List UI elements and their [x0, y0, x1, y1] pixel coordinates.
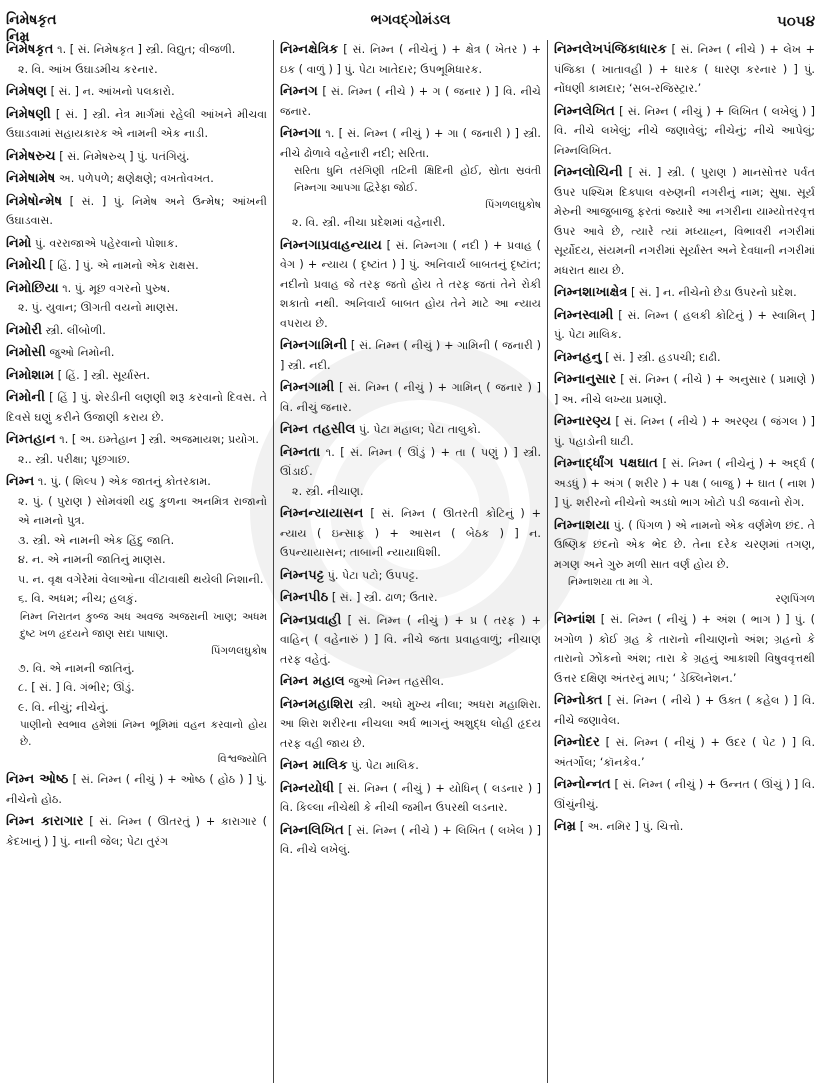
- definition: [ સં. નિમ્ન ( નીચે ) + ગ ( જનાર ) ] વિ. નીચે જનાર.: [280, 85, 541, 118]
- headword: નિમ્ન: [6, 474, 35, 489]
- definition: પું. પેટા માલિક.: [351, 759, 419, 772]
- dictionary-entry: [280, 336, 541, 375]
- headword: નિમ્નલોચિની: [554, 165, 623, 180]
- definition: [ સં. નિમ્ન ( હલકી કોટિનું ) + સ્વામિન્ ] પું. પેટા માલિક.: [554, 308, 815, 341]
- headword: નિમ્નાંશ: [554, 612, 596, 627]
- definition: ૧. [ સં. નિમ્ન ( નીચું ) + ગા ( જનારી ) ] સ્ત્રી. નીચે ઢોળાવે વહેનારી નદી; સરિતા.: [280, 127, 541, 160]
- headword: નિમ્ન માલિક: [280, 758, 348, 773]
- dictionary-entry: [6, 343, 267, 363]
- headword: નિમ્નન્યાયાસન: [280, 506, 364, 521]
- dictionary-entry: [280, 672, 541, 692]
- page-number: ૫૦૫૪: [776, 12, 815, 30]
- definition: પું. ( પિંગળ ) એ નામનો એક વર્ણમેળ છંદ. તે ઉષ્ણિક છંદનો એક ભેદ છે. તેના દરેક ચરણમાં તગણ, મગણ અને ગુરુ મળી સાત વર્ણ હોય છે.: [554, 518, 815, 571]
- definition: પું. પેટા મહાલ; પેટા તાલુકો.: [359, 423, 481, 436]
- dictionary-entry: [6, 770, 267, 809]
- definition: [ સં. નિમ્ન ( નીચું ) + અંશ ( ભાગ ) ] પું. ( ખગોળ ) કોઈ ગ્રહ કે તારાનો નીચાણનો અંશ; ગ્રહનો કે તારાનો ઝોંકનો અંશ; તારા કે ગ્રહનું આકાશી વિષુવવૃત્તથી ઉત્તર દક્ષિણ અંતરનું માપ; ‘ ડેક્લિનેશન.’: [554, 613, 816, 685]
- guide-word-first: નિમેષકૃત: [6, 12, 57, 28]
- definition: [ સં. નિમ્ન ( નીચે ) + લિખિત ( લખેલ ) ] વિ. નીચે લખેલું.: [280, 823, 542, 856]
- definition: [ સં. નિમ્ન ( નીચે ) + ઉક્ત ( કહેલ ) ] વિ. નીચે જણાવેલ.: [554, 694, 815, 727]
- citation-quote: નિમ્ન નિરાતન કુબ્જ અધ અવજ અજરાની ખાણ; અધમ દુષ્ટ ખળ હૃદયને જાણ સદા પાષાણ.: [20, 610, 267, 640]
- dictionary-entry: [6, 472, 267, 767]
- dictionary-entry: [280, 40, 541, 79]
- dictionary-entry: [6, 388, 267, 427]
- headword: નિમ્ન કારાગાર: [6, 814, 84, 829]
- sub-sense: ૮. [ સં. ] વિ. ગંભીર; ઊંડું.: [18, 681, 135, 694]
- definition: અ. પળેપળે; ક્ષણેક્ષણે; વખતોવખત.: [58, 172, 214, 185]
- dictionary-entry: [6, 40, 267, 79]
- dictionary-entry: [554, 516, 815, 608]
- dictionary-entry: [280, 588, 541, 608]
- headword: નિમેષણ: [6, 84, 47, 99]
- definition: [ સં. નિમ્ન ( નીચું ) + ઉદર ( પેટ ) ] વિ. અંતર્ગોલ; ‘કૉનકેવ.’: [554, 736, 816, 769]
- headword: નિમેષકૃત: [6, 42, 54, 57]
- headword: નિમોછિયા: [6, 280, 59, 296]
- headword: નિમ્નલિખિત: [280, 822, 344, 838]
- definition: [ સં. ] પું. નિમેષ અને ઉન્મેષ; આંખની ઉઘાડવાસ.: [6, 194, 268, 227]
- dictionary-entry: [280, 378, 541, 417]
- definition: [ સં. નિમ્ન ( ઊતરતી કોટિનું ) + ન્યાય ( ઇન્સાફ ) + આસન ( બેઠક ) ] ન. ઉપન્યાયાસન; તાબાની ન્યાયાધિશી.: [280, 507, 541, 559]
- dictionary-entry: [554, 306, 815, 345]
- sub-sense: ૬. વિ. અધમ; નીચ; હલકું.: [18, 592, 138, 605]
- dictionary-entry: [280, 124, 541, 233]
- definition: [ સં. નિમ્ન ( નીચેનું ) + અર્દ્ધ ( અડધું ) + અંગ ( શરીર ) + પક્ષ ( બાજુ ) + ઘાત ( નાશ ) ] પું. શરીરનો નીચેનો અડધો ભાગ ખોટો પડી જવાનો રોગ.: [554, 457, 816, 509]
- definition: [ સં. નિમ્ન ( નીચું ) + ગામિન્ ( જનાર ) ] વિ. નીચું જનાર.: [280, 381, 541, 414]
- definition: ૧. [ અ. ઇમ્તેહાન ] સ્ત્રી. અજમાયશ; પ્રયોગ.: [59, 433, 259, 446]
- citation-source: વિશ્વજ્યોતિ: [217, 753, 267, 765]
- sub-sense: ૨. સ્ત્રી. નીચાણ.: [292, 484, 364, 498]
- headword: નિમોરી: [6, 322, 43, 338]
- dictionary-entry: [280, 821, 541, 860]
- definition: સ્ત્રી. અધો મુખ્ય નીલા; અધરા મહાશિરા. આ શિરા શરીરના નીચલા અર્ધ ભાગનું અશુદ્ધ લોહી હૃદય તરફ વહી જાય છે.: [280, 697, 542, 750]
- dictionary-entry: [554, 775, 815, 814]
- headword: નિમ્નારણ્ય: [554, 414, 612, 429]
- headword: નિમ્નયોધી: [280, 780, 335, 796]
- headword: નિમ્ન મહાલ: [280, 674, 345, 689]
- headword: નિમોચી: [6, 258, 46, 273]
- definition: [ સં. નિમ્ન ( નીચે ) + અરણ્ય ( જંગલ ) ] પું. પહાડોની ઘાટી.: [554, 415, 815, 448]
- headword: નિમ્નસ્વામી: [554, 307, 614, 323]
- definition: [ સં. નિમ્ન ( ઊતરતું ) + કારાગાર ( કેદખાનું ) ] પું. નાની જેલ; પેટા તુરંગ: [6, 815, 267, 848]
- dictionary-entry: [280, 566, 541, 586]
- dictionary-entry: [554, 454, 815, 513]
- headword: નિમ્નપટ્ટ: [280, 567, 325, 583]
- dictionary-entry: [554, 102, 815, 161]
- headword: નિમ્નલેખિત: [554, 103, 615, 119]
- definition: [ સં. ] સ્ત્રી. ( પુરાણ ) માનસોત્તર પર્વત ઉપર પશ્ચિમ દિક્પાલ વરુણની નગરીનું નામ; સુષા. સૂર્ય મેરુની આજુબાજુ ફરતાં જ્યારે આ નગરીના યામ્યોત્તરવૃત્ત ઉપર આવે છે, ત્યારે ત્યાં મધ્યાહ્ન, વિભાવરી નગરીમાં સૂર્યોદય, સંયમની નગરીમાં સૂર્યાસ્ત અને દેવધાની નગરીમાં મધરાત થાય છે.: [554, 166, 816, 277]
- headword: નિમ્નગા: [280, 126, 322, 141]
- headword: નિમ્ર: [554, 819, 577, 834]
- headword: નિમ્ન ઓષ્ઠ: [6, 772, 69, 787]
- dictionary-entry: [280, 611, 541, 670]
- definition: [ સં. નિમ્ન ( નીચે ) + લેખ + પંજિકા ( ખાતાવહી ) + ધારક ( ધારણ કરનાર ) ] પું. નોંધણી કામદાર; ‘સબ-રજિસ્ટ્રાર.’: [554, 43, 815, 95]
- headword: નિમ્નમહાશિરા: [280, 696, 354, 712]
- headword: નિમ્નોક્ત: [554, 693, 603, 708]
- dictionary-entry: [6, 279, 267, 318]
- dictionary-entry: [6, 234, 267, 254]
- definition: [ સં. નિમ્ન ( નીચે ) + અનુસાર ( પ્રમાણે ) ] અ. નીચે લખ્યા પ્રમાણે.: [554, 373, 815, 406]
- definition: ૧. પું. મૂછ વગરનો પુરુષ.: [62, 281, 171, 295]
- definition: [ સં. નિમ્ન ( નીચું ) + યોધિન્ ( લડનાર ) ] વિ. કિલ્લા નીચેથી કે નીચી જમીન ઉપરથી લડનાર.: [280, 781, 541, 814]
- sub-sense: ૭. વિ. એ નામની જાતિનું.: [18, 661, 135, 675]
- sub-sense: ૨.. સ્ત્રી. પરીક્ષા; પૂછગાછ.: [18, 452, 131, 466]
- dictionary-entry: [280, 504, 541, 563]
- headword: નિમ્નલેખપંજિકાધારક: [554, 42, 667, 57]
- headword: નિમ્તહાન: [6, 432, 56, 447]
- dictionary-entry: [554, 348, 815, 368]
- dictionary-columns: [6, 40, 821, 1083]
- definition: જુઓ નિમ્ન તહસીલ.: [348, 675, 444, 688]
- column-right: [547, 40, 821, 1083]
- dictionary-entry: [280, 420, 541, 440]
- dictionary-entry: [6, 812, 267, 851]
- dictionary-entry: [554, 733, 815, 772]
- headword: નિમ્નગામિની: [280, 338, 348, 353]
- definition: [ સં. ] ન. નીચેનો છેડા ઉપરનો પ્રદેશ.: [631, 286, 797, 299]
- dictionary-entry: [554, 817, 815, 837]
- definition: [ સં. ] સ્ત્રી. નેત્ર માર્ગમાં રહેલી આંખને મીચવા ઉઘાડવામાં સહાયકારક એ નામની એક નાડી.: [6, 107, 267, 140]
- definition: [ હિં ] પું. શેરડીની લણણી શરૂ કરવાનો દિવસ. તે દિવસે ઘણું કરીને ઉજાણી કરાય છે.: [6, 391, 267, 424]
- definition: [ સં. ] ન. આંખનો પલકારો.: [50, 85, 175, 98]
- headword: નિમ્નપ્રવાહી: [280, 612, 342, 628]
- dictionary-entry: [280, 695, 541, 754]
- headword: નિમ્નશાખાક્ષેત્ર: [554, 285, 628, 300]
- dictionary-entry: [280, 779, 541, 818]
- definition: [ સં. નિમ્ન ( નીચું ) + પ્ર ( તરફ ) + વાહિન્ ( વહેનારું ) ] વિ. નીચે જતા પ્રવાહવાળું; નીચાણ તરફ વહેતું.: [280, 613, 541, 666]
- column-left: [6, 40, 273, 1083]
- dictionary-entry: [280, 756, 541, 776]
- headword: નિમ્નાશયા: [554, 517, 610, 533]
- sub-sense: ૯. વિ. નીચું; નીચેનું.: [18, 700, 109, 714]
- headword: નિમેષરુચ: [6, 148, 56, 164]
- citation-source: પિંગળલઘુકોષ: [211, 644, 267, 657]
- dictionary-entry: [554, 163, 815, 280]
- headword: નિમોશામ: [6, 367, 55, 383]
- headword: નિમ્નહનુ: [554, 349, 602, 365]
- dictionary-entry: [554, 412, 815, 451]
- headword: નિમ્નોદર: [554, 735, 600, 750]
- headword: નિમેષણી: [6, 106, 51, 122]
- definition: પું. વરરાજાએ પહેરવાનો પોશાક.: [34, 236, 179, 250]
- headword: નિમ્નગ: [280, 84, 318, 99]
- headword: નિમ્નગાપ્રવાહન્યાય: [280, 237, 382, 253]
- dictionary-entry: [6, 192, 267, 231]
- dictionary-entry: [554, 610, 815, 688]
- sub-sense: ૩. સ્ત્રી. એ નામની એક હિંદુ જાતિ.: [18, 533, 175, 547]
- dictionary-entry: [6, 169, 267, 189]
- dictionary-entry: [6, 147, 267, 167]
- dictionary-entry: [6, 430, 267, 469]
- guide-word-last: નિમ્ર: [6, 29, 30, 45]
- definition: [ સં. નિમ્ન ( નીચું ) + ઓષ્ઠ ( હોઠ ) ] પું. નીચેનો હોઠ.: [6, 773, 267, 806]
- citation-source: રણપિંગળ: [775, 593, 815, 605]
- definition: [ સં. ] સ્ત્રી. હડપચી; દાઢી.: [605, 350, 721, 364]
- dictionary-entry: [6, 321, 267, 341]
- definition: [ સં. નિમ્ન ( નીચેનું ) + ક્ષેત્ર ( ખેતર ) + ઇક ( વાળું ) ] પું. પેટા ખાતેદાર; ઉપભૂમિધારક.: [280, 43, 541, 76]
- headword: નિમેષોન્મેષ: [6, 193, 63, 209]
- definition: ૧. પું. ( શિલ્પ ) એક જાતનું કોતરકામ.: [37, 475, 211, 488]
- definition: [ હિં. ] પું. એ નામનો એક રાક્ષસ.: [49, 259, 199, 272]
- dictionary-entry: [6, 82, 267, 102]
- headword: નિમ્નગામી: [280, 380, 335, 395]
- definition: ૧. [ સં. નિમ્ન ( ઊંડું ) + તા ( પણું ) ] સ્ત્રી. ઊંડાઈ.: [280, 445, 541, 478]
- headword: નિમોની: [6, 390, 46, 405]
- headword: નિમ્નોન્નત: [554, 777, 611, 792]
- dictionary-entry: [554, 370, 815, 409]
- sub-sense: ૨. પું. ( પુરાણ ) સોમવંશી યદુ કુળના અનમિત્ર રાજાનો એ નામનો પુત્ર.: [18, 494, 267, 527]
- definition: પું. પેટા પટો; ઉપપટ્ટ.: [327, 568, 419, 582]
- definition: જુઓ નિમોની.: [49, 346, 115, 359]
- citation-source: પિંગળલઘુકોષ: [485, 199, 541, 211]
- column-middle: [273, 40, 547, 1083]
- dictionary-entry: [6, 366, 267, 386]
- sub-sense: ૨. વિ. આંખ ઉઘાડમીચ કરનાર.: [18, 62, 158, 76]
- definition: [ સં. નિમ્ન ( નીચું ) + લિખિત ( લખેલું ) ] વિ. નીચે લખેલું; નીચે જણાવેલું; નીચેનું; નીચે આપેલું; નિમ્નલિખિત.: [554, 104, 816, 157]
- headword: નિમ્નતા: [280, 444, 321, 460]
- sub-sense: ૫. ન. વૃક્ષ વગેરેમાં વેલાઓના વીંટાવાથી થયેલી નિશાની.: [18, 572, 264, 586]
- definition: [ સં. નિમ્ન ( નીચું ) + ઉન્નત ( ઊંચું ) ] વિ. ઊંચુંનીચું.: [554, 778, 816, 811]
- sub-sense: ૨. વિ. સ્ત્રી. નીચા પ્રદેશમાં વહેનારી.: [292, 216, 446, 229]
- headword: નિમ્નપીઠ: [280, 590, 329, 605]
- headword: નિમ્નાર્દ્ધાંગ પક્ષઘાત: [554, 456, 658, 471]
- dictionary-entry: [554, 40, 815, 99]
- headword: નિમ્નક્ષેત્રિક: [280, 42, 339, 57]
- sub-sense: ૪. ન. એ નામની જાતિનું માણસ.: [18, 553, 166, 566]
- citation-quote: પાણીનો સ્વભાવ હમેશાં નિમ્ન ભૂમિમાં વહન કરવાનો હોય છે.: [20, 719, 267, 748]
- headword: નિમોસી: [6, 345, 46, 360]
- definition: [ સં. નિમ્નગા ( નદી ) + પ્રવાહ ( વેગ ) + ન્યાય ( દૃષ્ટાંત ) ] પું. અનિવાર્ય બાબતનું દૃષ્ટાંત; નદીનો પ્રવાહ જે તરફ જતો હોય તે તરફ જતાં તેને રોકી શકાતો નથી. અનિવાર્ય બાબત હોય તેને માટે આ ન્યાય વપરાય છે.: [280, 238, 542, 330]
- dictionary-entry: [280, 236, 541, 334]
- citation-quote: સરિતા ધુનિ તરંગિણી તટિની ક્ષિદિની હોઈ, સ્રોતા સ્રવંતી નિમ્નગા આપગા દ્વિરેફા જોઈ.: [294, 165, 541, 194]
- book-title: ભગવદ્ગોમંડલ: [370, 12, 451, 28]
- dictionary-entry: [554, 691, 815, 730]
- sub-sense: ૨. પું. યુવાન; ઊગતી વયનો માણસ.: [18, 301, 179, 314]
- dictionary-entry: [6, 256, 267, 276]
- headword: નિમ્ન તહસીલ: [280, 422, 356, 437]
- definition: સ્ત્રી. લીંબોળી.: [45, 323, 106, 337]
- dictionary-entry: [6, 105, 267, 144]
- definition: ૧. [ સં. નિમેષકૃત ] સ્ત્રી. વિદ્યુત; વીજળી.: [57, 43, 236, 56]
- definition: [ સં. નિમેષરુચ્ ] પું. પતંગિયું.: [59, 149, 190, 163]
- definition: [ સં. નિમ્ન ( નીચું ) + ગામિની ( જનારી ) ] સ્ત્રી. નદી.: [280, 339, 541, 372]
- headword: નિમો: [6, 235, 32, 251]
- dictionary-entry: [554, 283, 815, 303]
- dictionary-entry: [280, 443, 541, 502]
- headword: નિમ્નાનુસાર: [554, 372, 617, 387]
- definition: [ હિં. ] સ્ત્રી. સૂર્યાસ્ત.: [57, 368, 150, 382]
- definition: [ અ. નમિર ] પું. ચિત્તો.: [579, 820, 684, 833]
- citation-quote: નિમ્નાશયા તા મા ગે.: [568, 576, 653, 588]
- dictionary-entry: [280, 82, 541, 121]
- headword: નિમેષામેષ: [6, 171, 56, 186]
- definition: [ સં. ] સ્ત્રી. ઢાળ; ઉતાર.: [331, 591, 438, 604]
